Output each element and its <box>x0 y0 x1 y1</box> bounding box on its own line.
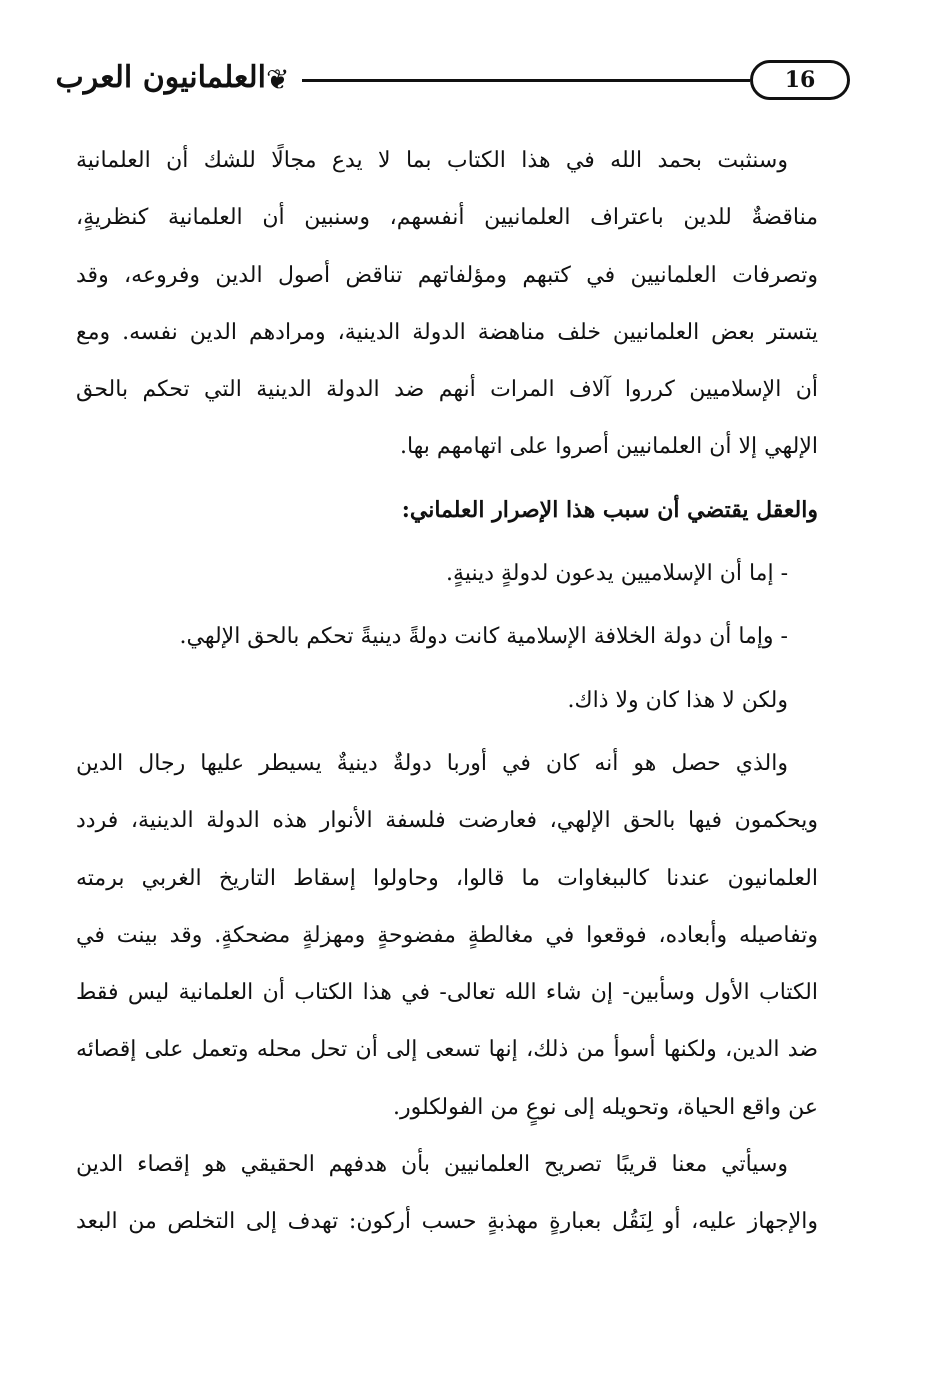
text-line: وسيأتي معنا قريبًا تصريح العلمانيين بأن هدفهم الحقيقي هو إقصاء الدين <box>76 1152 788 1178</box>
text-line: والعقل يقتضي أن سبب هذا الإصرار العلماني: <box>401 496 818 523</box>
text-line: الكتاب الأول وسأبين- إن شاء الله تعالى- في هذا الكتاب أن العلمانية ليس فقط <box>76 980 818 1006</box>
page-header <box>55 60 860 116</box>
text-line: وتصرفات العلمانيين في كتبهم ومؤلفاتهم تناقض أصول الدين وفروعه، وقد <box>76 262 818 288</box>
floral-ornament-icon: ❦ <box>266 63 290 96</box>
text-line: عن واقع الحياة، وتحويله إلى نوعٍ من الفولكلور. <box>392 1094 818 1120</box>
header-rule <box>302 79 750 82</box>
text-line: والإجهاز عليه، أو لِنَقُل بعبارةٍ مهذبةٍ حسب أركون: تهدف إلى التخلص من البعد <box>76 1209 818 1235</box>
text-line: ولكن لا هذا كان ولا ذاك. <box>567 687 788 713</box>
text-line: مناقضةٌ للدين باعتراف العلمانيين أنفسهم، وسنبين أن العلمانية كنظريةٍ، <box>76 205 818 231</box>
text-line: يتستر بعض العلمانيين خلف مناهضة الدولة الدينية، ومرادهم الدين نفسه. ومع <box>76 319 818 345</box>
list-item: - إما أن الإسلاميين يدعون لدولةٍ دينيةٍ. <box>446 561 788 587</box>
text-line: وسنثبت بحمد الله في هذا الكتاب بما لا يدع مجالًا للشك أن العلمانية <box>76 148 788 173</box>
text-line: والذي حصل هو أنه كان في أوربا دولةٌ دينيةٌ يسيطر عليها رجال الدين <box>76 750 788 776</box>
body-text <box>76 132 818 1251</box>
text-line: وتفاصيله وأبعاده، فوقعوا في مغالطةٍ مفضوحةٍ ومهزلةٍ مضحكةٍ. وقد بينت في <box>76 922 818 948</box>
page-number: 16 <box>784 67 816 93</box>
text-line: الإلهي إلا أن العلمانيين أصروا على اتهامهم بها. <box>399 434 818 460</box>
text-line: ويحكمون فيها بالحق الإلهي، فعارضت فلسفة الأنوار هذه الدولة الدينية، فردد <box>76 808 818 834</box>
page-number-badge <box>750 60 850 100</box>
list-item: - وإما أن دولة الخلافة الإسلامية كانت دولةً دينيةً تحكم بالحق الإلهي. <box>179 624 788 650</box>
text-line: ضد الدين، ولكنها أسوأ من ذلك، إنها تسعى إلى أن تحل محله وتعمل على إقصائه <box>76 1037 818 1063</box>
text-line: العلمانيون عندنا كالببغاوات ما قالوا، وحاولوا إسقاط التاريخ الغربي برمته <box>76 865 818 891</box>
text-line: أن الإسلاميين كرروا آلاف المرات أنهم ضد الدولة الدينية التي تحكم بالحق <box>76 377 818 403</box>
running-title: العلمانيون العرب <box>55 60 266 95</box>
